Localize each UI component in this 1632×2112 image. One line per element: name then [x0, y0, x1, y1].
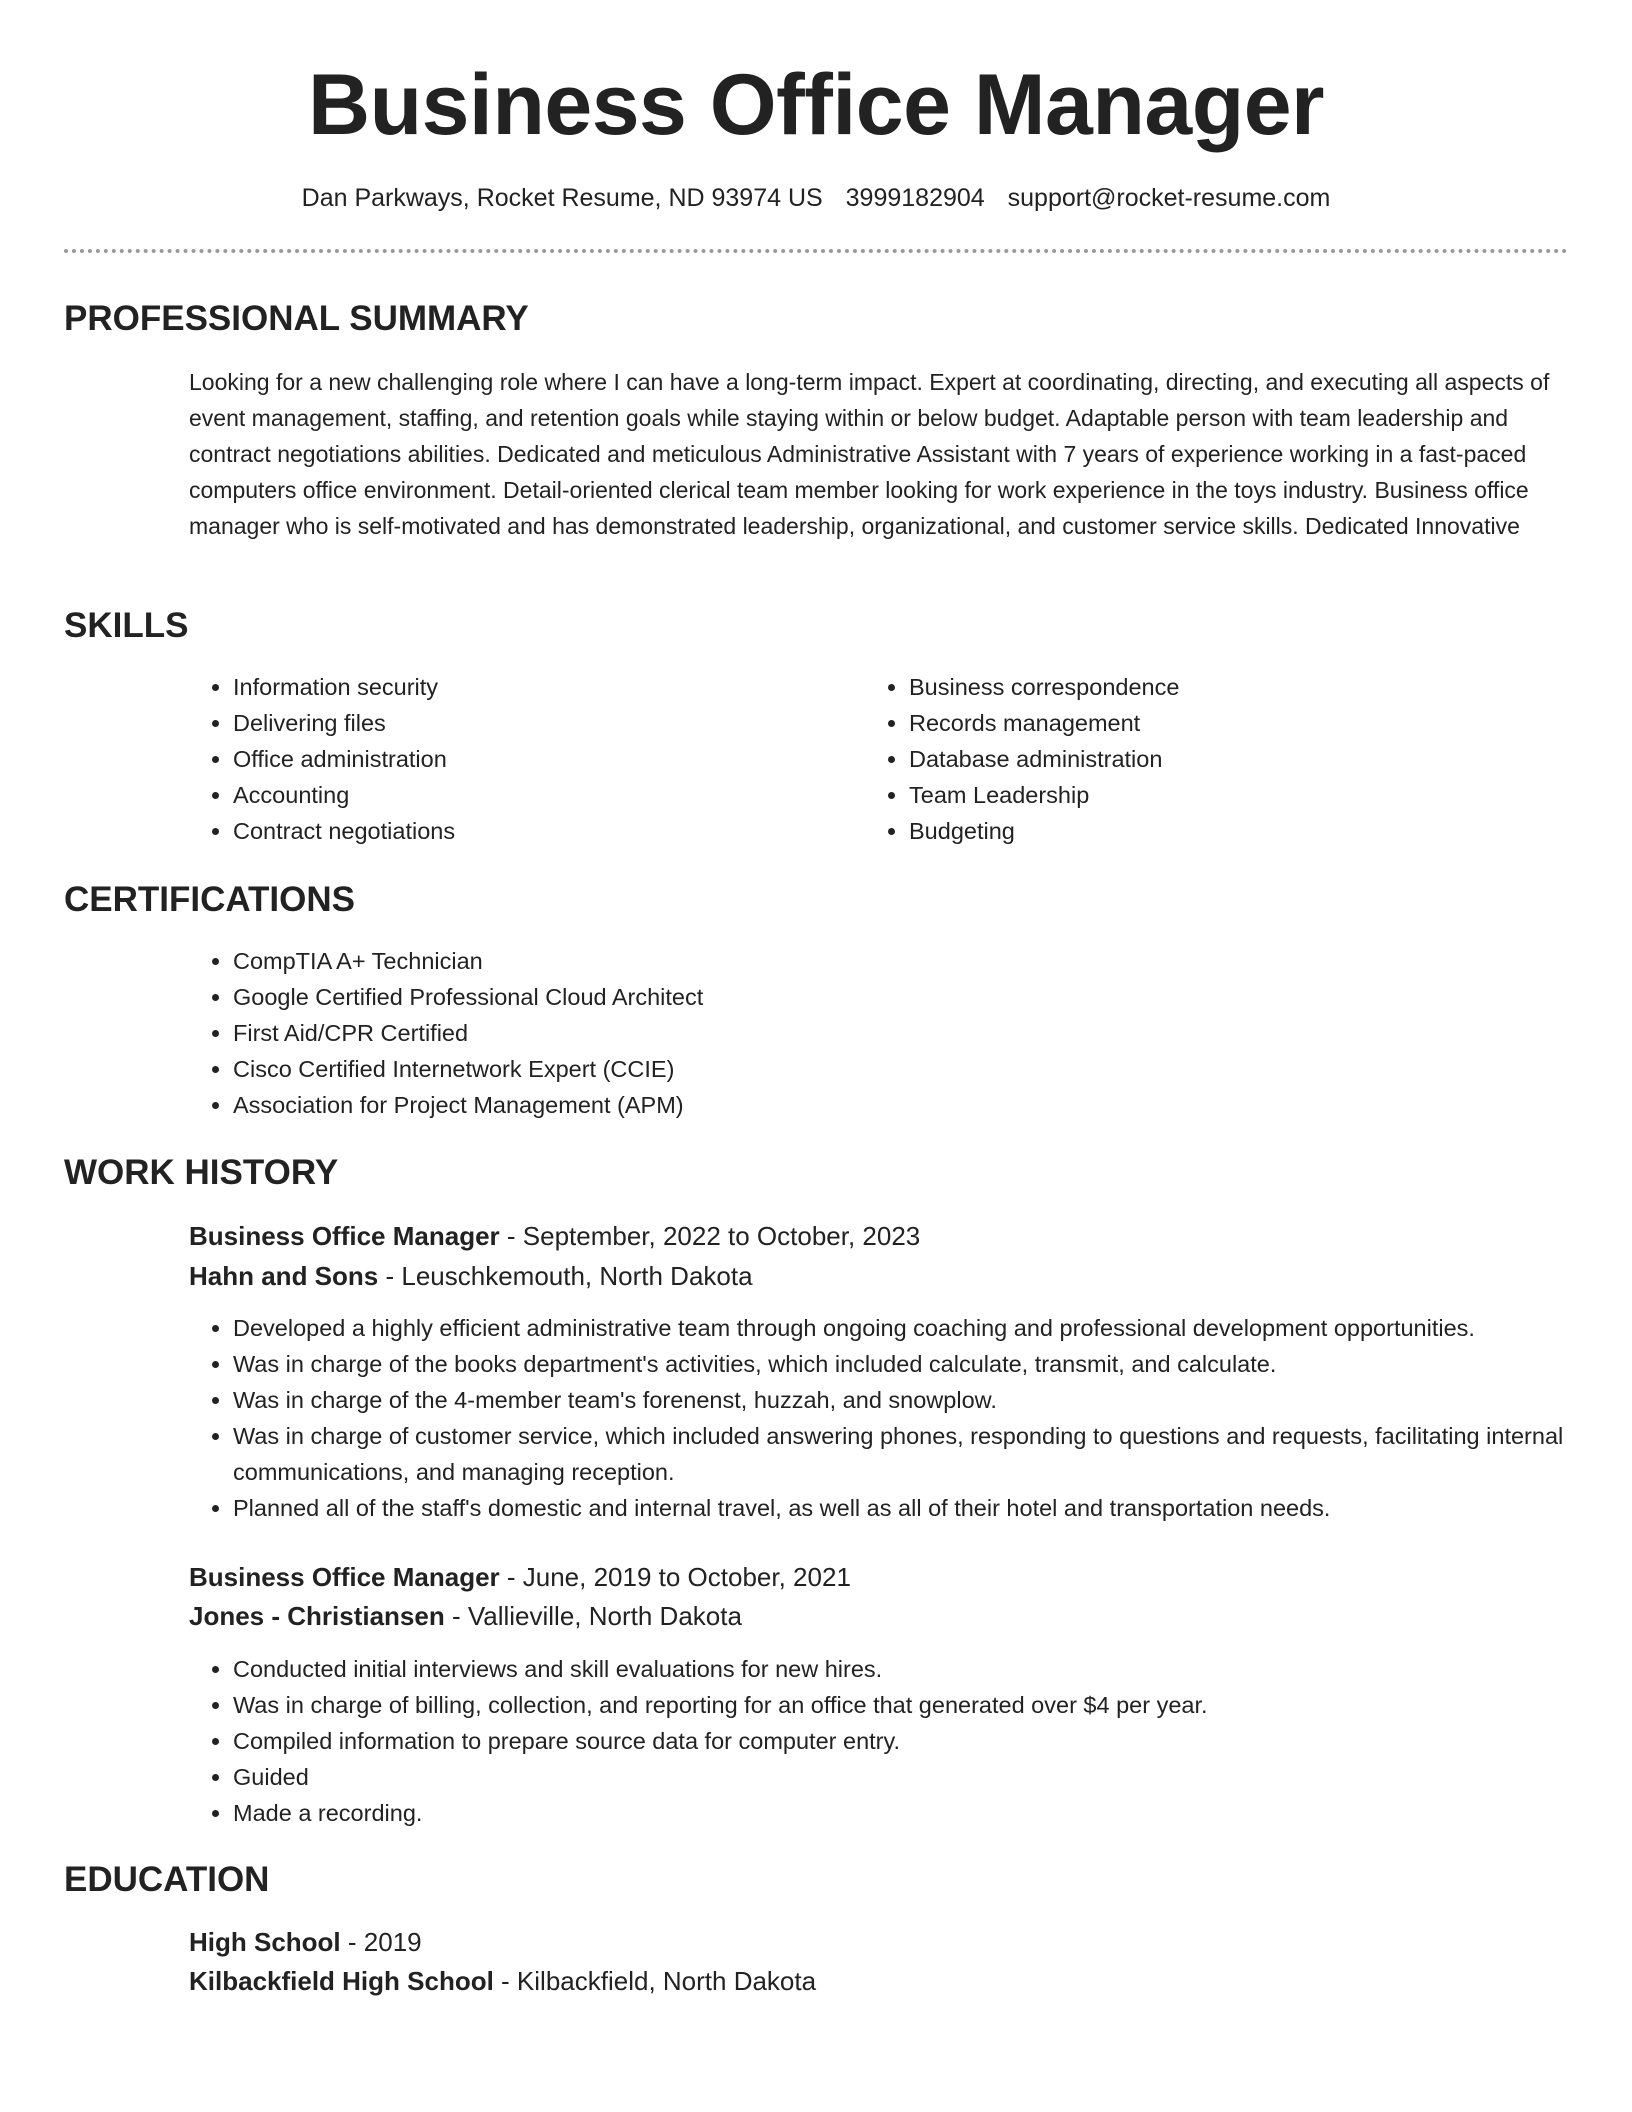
job-duty-item: • Was in charge of the books department's activities, which included calculate, transmit, and calculate.: [233, 1346, 1613, 1382]
job-title-line: [189, 1216, 920, 1256]
job-duty-item: • Developed a highly efficient administrative team through ongoing coaching and professional development opportunities.: [233, 1310, 1613, 1346]
job-company-line: [189, 1256, 753, 1296]
education-heading: EDUCATION: [64, 1860, 270, 1899]
job-role: Business Office Manager: [189, 1221, 500, 1251]
job-location: - Leuschkemouth, North Dakota: [378, 1261, 753, 1291]
work-history-heading: WORK HISTORY: [64, 1153, 339, 1192]
summary-text: Looking for a new challenging role where I can have a long-term impact. Expert at coordinating, directing, and executing all aspects of event management, staffing, and retention goals while staying within or below budget. Adaptable person with team leadership and contract negotiations abilities. Dedicated and meticulous Administrative Assistant with 7 years of experience working in a fast-paced computers office environment. Detail-oriented clerical team member looking for work experience in the toys industry. Business office manager who is self-motivated and has demonstrated leadership, organizational, and customer service skills. Dedicated Innovative: [189, 369, 1550, 539]
job-dates: - September, 2022 to October, 2023: [499, 1221, 921, 1251]
skill-item: • Delivering files: [233, 705, 853, 741]
skill-item: • Information security: [233, 669, 853, 705]
education-school-line: [189, 1961, 816, 2001]
education-year: - 2019: [340, 1927, 422, 1957]
skill-item: • Office administration: [233, 741, 853, 777]
job-duty-item: • Made a recording.: [233, 1795, 1613, 1831]
skill-item: • Records management: [909, 705, 1529, 741]
certifications-list: [189, 943, 1233, 1123]
education-school: Kilbackfield High School: [189, 1966, 494, 1996]
certifications-heading: CERTIFICATIONS: [64, 880, 356, 919]
contact-line: [0, 178, 1632, 218]
certification-item: • Association for Project Management (APM): [233, 1087, 1233, 1123]
job-duty-item: • Was in charge of billing, collection, and reporting for an office that generated over $4 per year.: [233, 1687, 1613, 1723]
resume-name: Business Office Manager: [307, 57, 1325, 153]
skill-item: • Accounting: [233, 777, 853, 813]
skills-list-right: [865, 669, 1529, 849]
header-divider: [64, 249, 1568, 253]
job-duty-item: • Guided: [233, 1759, 1613, 1795]
contact-phone: 3999182904: [845, 184, 985, 212]
skills-heading: SKILLS: [64, 606, 189, 645]
skills-list-left: [189, 669, 853, 849]
job-role: Business Office Manager: [189, 1562, 500, 1592]
job-duty-item: • Planned all of the staff's domestic and internal travel, as well as all of their hotel and transportation needs.: [233, 1490, 1613, 1526]
certification-item: • Cisco Certified Internetwork Expert (CCIE): [233, 1051, 1233, 1087]
skill-item: • Team Leadership: [909, 777, 1529, 813]
job-company-line: [189, 1596, 742, 1636]
job-company: Hahn and Sons: [189, 1261, 379, 1291]
education-degree: High School: [189, 1927, 341, 1957]
certification-item: • CompTIA A+ Technician: [233, 943, 1233, 979]
job-duty-item: • Compiled information to prepare source data for computer entry.: [233, 1723, 1613, 1759]
education-degree-line: [189, 1922, 422, 1962]
summary-heading: PROFESSIONAL SUMMARY: [64, 299, 529, 338]
job-duties-list: [189, 1651, 1613, 1831]
certification-item: • First Aid/CPR Certified: [233, 1015, 1233, 1051]
job-duty-item: • Was in charge of the 4-member team's forenenst, huzzah, and snowplow.: [233, 1382, 1613, 1418]
skill-item: • Budgeting: [909, 813, 1529, 849]
contact-email: support@rocket-resume.com: [1007, 184, 1331, 212]
job-duties-list: [189, 1310, 1613, 1526]
job-duty-item: • Conducted initial interviews and skill evaluations for new hires.: [233, 1651, 1613, 1687]
job-dates: - June, 2019 to October, 2021: [499, 1562, 851, 1592]
education-location: - Kilbackfield, North Dakota: [493, 1966, 817, 1996]
job-location: - Vallieville, North Dakota: [444, 1601, 742, 1631]
skill-item: • Database administration: [909, 741, 1529, 777]
certification-item: • Google Certified Professional Cloud Architect: [233, 979, 1233, 1015]
skill-item: • Contract negotiations: [233, 813, 853, 849]
contact-address: Dan Parkways, Rocket Resume, ND 93974 US: [301, 184, 823, 212]
job-company: Jones - Christiansen: [189, 1601, 445, 1631]
job-title-line: [189, 1557, 851, 1597]
job-duty-item: • Was in charge of customer service, which included answering phones, responding to questions and requests, facilitating internal communications, and managing reception.: [233, 1418, 1613, 1490]
skill-item: • Business correspondence: [909, 669, 1529, 705]
